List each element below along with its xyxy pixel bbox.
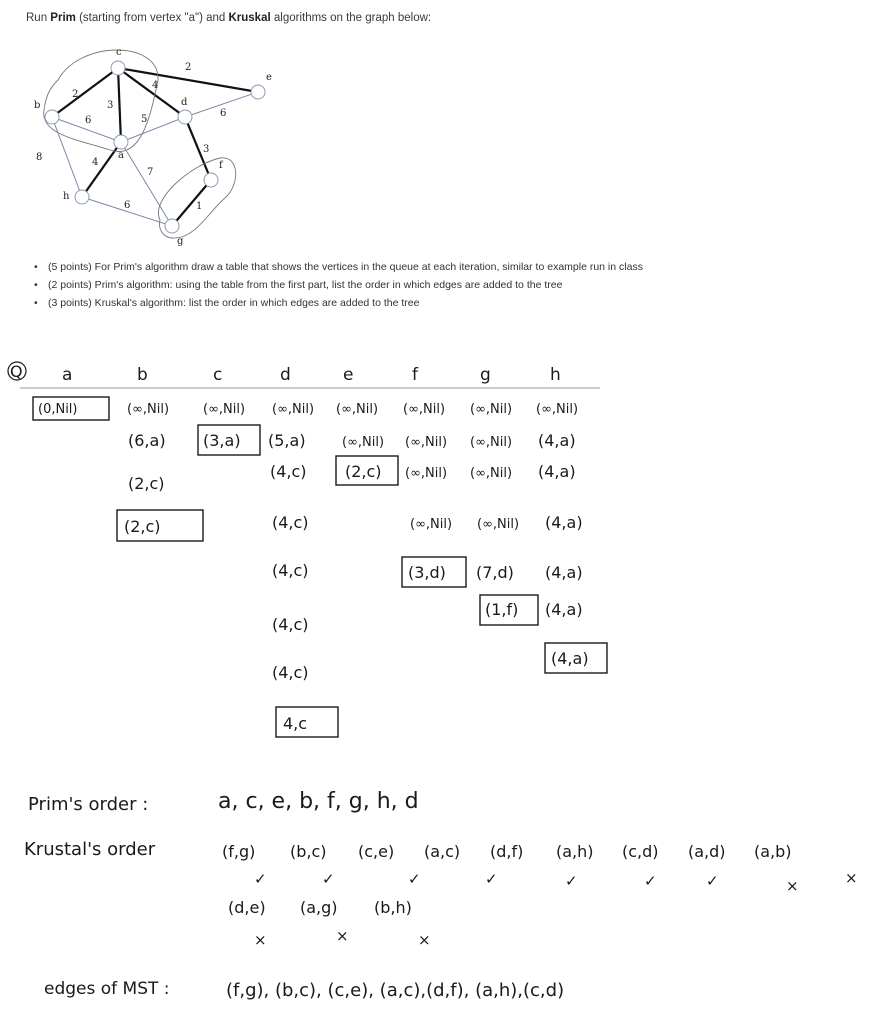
kruskal-mark-5: ✓ [565, 872, 578, 890]
weight-hg: 6 [124, 200, 131, 211]
kruskal-edge-7: (c,d) [622, 842, 659, 861]
cell-e-1: (∞,Nil) [342, 435, 385, 450]
header-d: d [280, 365, 291, 385]
vertex-label-a: a [118, 150, 124, 161]
kruskal-edge-12: (b,h) [374, 898, 412, 917]
vertex-label-d: d [181, 97, 188, 108]
row0-b: (∞,Nil) [127, 402, 170, 417]
cell-g-3: (∞,Nil) [477, 517, 520, 532]
cell-b-2: (2,c) [128, 474, 165, 493]
mst-edges: (f,g), (b,c), (c,e), (a,c),(d,f), (a,h),(c,d) [226, 980, 565, 1001]
header-b: b [137, 365, 148, 385]
header-f: f [412, 365, 418, 385]
weight-fg: 1 [196, 201, 203, 212]
cell-h-2: (4,a) [538, 462, 576, 481]
kruskal-edge-11: (a,g) [300, 898, 338, 917]
kruskal-label: Krustal's order [24, 839, 156, 860]
kruskal-edge-3: (c,e) [358, 842, 395, 861]
cell-f-2: (∞,Nil) [405, 466, 448, 481]
cell-c-1: (3,a) [203, 431, 241, 450]
cell-d-1: (5,a) [268, 431, 306, 450]
heading-kruskal: Kruskal [228, 12, 271, 24]
cell-h-6: (4,a) [551, 649, 589, 668]
cell-b-1: (6,a) [128, 431, 166, 450]
kruskal-mark-6: ✓ [644, 872, 657, 890]
q-marker: Q [10, 362, 23, 381]
instruction-item: • (2 points) Prim's algorithm: using the table from the first part, list the order in which edges are added to the tree [34, 276, 643, 294]
cell-d-6: (4,c) [272, 663, 309, 682]
kruskal-mark-1: ✓ [254, 870, 267, 888]
row0-d: (∞,Nil) [272, 402, 315, 417]
cell-h-3: (4,a) [545, 513, 583, 532]
kruskal-mark-12: × [418, 931, 431, 949]
vertex-label-c: c [116, 47, 122, 58]
cell-f-4: (3,d) [408, 563, 446, 582]
vertex-label-e: e [266, 72, 272, 83]
cell-h-1: (4,a) [538, 431, 576, 450]
cell-d-2: (4,c) [270, 462, 307, 481]
row0-a: (0,Nil) [38, 402, 78, 417]
cell-b-3: (2,c) [124, 517, 161, 536]
kruskal-mark-3: ✓ [408, 870, 421, 888]
cell-d-5: (4,c) [272, 615, 309, 634]
weight-ca: 3 [107, 100, 114, 111]
weight-ag: 7 [147, 167, 154, 178]
vertex-label-f: f [219, 160, 223, 171]
header-e: e [343, 365, 354, 385]
cell-g-2: (∞,Nil) [470, 466, 513, 481]
row0-h: (∞,Nil) [536, 402, 579, 417]
kruskal-mark-7: ✓ [706, 872, 719, 890]
vertex-label-g: g [177, 236, 184, 247]
kruskal-edge-4: (a,c) [424, 842, 461, 861]
weight-ad: 5 [141, 114, 148, 125]
kruskal-edge-5: (d,f) [490, 842, 524, 861]
kruskal-edge-6: (a,h) [556, 842, 594, 861]
instruction-item: • (3 points) Kruskal's algorithm: list the order in which edges are added to the tree [34, 294, 643, 312]
weight-ce: 2 [185, 62, 192, 73]
kruskal-edge-9: (a,b) [754, 842, 792, 861]
cell-f-1: (∞,Nil) [405, 435, 448, 450]
weight-cd: 4 [152, 80, 159, 91]
row0-f: (∞,Nil) [403, 402, 446, 417]
kruskal-edge-1: (f,g) [222, 842, 256, 861]
weight-ab: 6 [85, 115, 92, 126]
kruskal-mark-9: × [845, 869, 858, 887]
header-c: c [213, 365, 223, 385]
cell-h-4: (4,a) [545, 563, 583, 582]
kruskal-mark-11: × [336, 927, 349, 945]
weight-bc: 2 [72, 89, 79, 100]
row0-e: (∞,Nil) [336, 402, 379, 417]
header-h: h [550, 365, 561, 385]
kruskal-edge-2: (b,c) [290, 842, 327, 861]
cell-e-2: (2,c) [345, 462, 382, 481]
vertex-label-b: b [34, 100, 41, 111]
weight-de: 6 [220, 108, 227, 119]
vertex-label-h: h [63, 191, 70, 202]
prim-order-value: a, c, e, b, f, g, h, d [218, 789, 419, 814]
cell-g-1: (∞,Nil) [470, 435, 513, 450]
weight-bh: 8 [36, 152, 43, 163]
mst-label: edges of MST : [44, 979, 170, 999]
cell-d-7: 4,c [283, 714, 308, 733]
row0-c: (∞,Nil) [203, 402, 246, 417]
heading-prim: Prim [50, 12, 76, 24]
weight-df: 3 [203, 144, 210, 155]
row0-g: (∞,Nil) [470, 402, 513, 417]
kruskal-edge-8: (a,d) [688, 842, 726, 861]
cell-d-4: (4,c) [272, 561, 309, 580]
cell-g-4: (7,d) [476, 563, 514, 582]
cell-h-5: (4,a) [545, 600, 583, 619]
kruskal-edge-10: (d,e) [228, 898, 266, 917]
cell-g-5: (1,f) [485, 600, 519, 619]
heading-middle: (starting from vertex "a") and [75, 12, 229, 24]
kruskal-mark-4: ✓ [485, 870, 498, 888]
heading-suffix: algorithms on the graph below: [270, 12, 432, 24]
kruskal-mark-8: × [786, 877, 799, 895]
instruction-item: • (5 points) For Prim's algorithm draw a table that shows the vertices in the queue at each iteration, similar to example run in class [34, 258, 643, 276]
kruskal-mark-2: ✓ [322, 870, 335, 888]
header-g: g [480, 365, 491, 385]
heading-prefix: Run [26, 12, 51, 24]
header-a: a [62, 365, 73, 385]
cell-d-3: (4,c) [272, 513, 309, 532]
cell-f-3: (∞,Nil) [410, 517, 453, 532]
weight-ah: 4 [92, 157, 99, 168]
prim-order-label: Prim's order : [28, 794, 149, 815]
kruskal-mark-10: × [254, 931, 267, 949]
